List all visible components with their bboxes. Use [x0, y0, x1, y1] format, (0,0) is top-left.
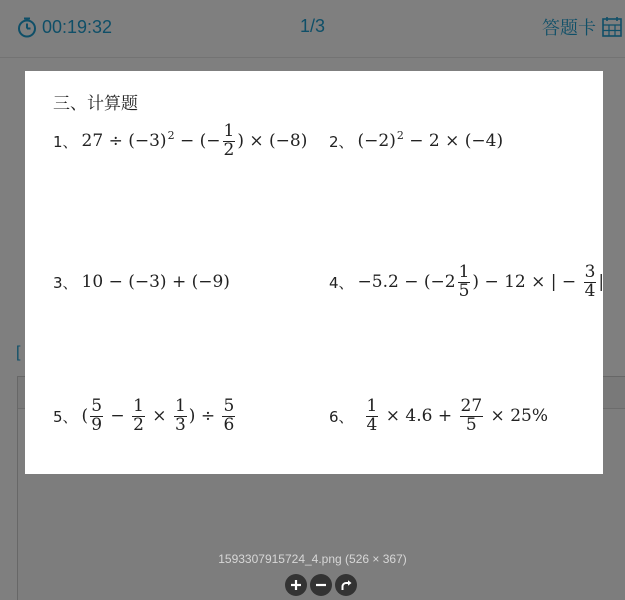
viewer-image: [25, 71, 603, 474]
problem-2: [329, 116, 503, 166]
section-title: 三、计算题: [53, 94, 138, 114]
image-caption: 1593307915724_4.png (526 × 367): [218, 552, 407, 566]
problem-expression: −5.2 − (−2 $\frac{1}{5}$ ) − 12 × | − $\frac{3}{4}$ |: [357, 261, 605, 301]
problem-number: 6、: [329, 407, 354, 426]
rotate-icon: [340, 579, 353, 592]
viewer-controls: [285, 574, 357, 596]
rotate-button[interactable]: [335, 574, 357, 596]
problem-4: [329, 257, 604, 307]
problem-5: [53, 391, 237, 441]
problem-1: [53, 116, 307, 166]
problem-number: 3、: [53, 273, 78, 292]
problem-expression: $27 \div (-3)^2$ − (− $\frac{1}{2}$ ) × (−8): [81, 120, 308, 160]
problem-expression: $\frac{1}{4}$ × 4.6 + $\frac{27}{5}$ × 25%: [366, 395, 548, 435]
problem-expression: 10 − (−3) + (−9): [81, 272, 230, 292]
problem-number: 4、: [329, 273, 354, 292]
problem-expression: $(-2)^2 - 2 \times (-4)$: [357, 129, 504, 151]
problem-number: 1、: [53, 132, 78, 151]
zoom-in-button[interactable]: [285, 574, 307, 596]
problem-6: [329, 391, 548, 441]
problem-number: 2、: [329, 132, 354, 151]
problem-expression: ( $\frac{5}{9}$ − $\frac{1}{2}$ × $\frac{1}{3}$ ) ÷ $\frac{5}{6}$: [81, 395, 235, 435]
zoom-out-button[interactable]: [310, 574, 332, 596]
minus-icon: [315, 579, 327, 591]
problem-3: [53, 257, 230, 307]
problem-number: 5、: [53, 407, 78, 426]
plus-icon: [290, 579, 302, 591]
